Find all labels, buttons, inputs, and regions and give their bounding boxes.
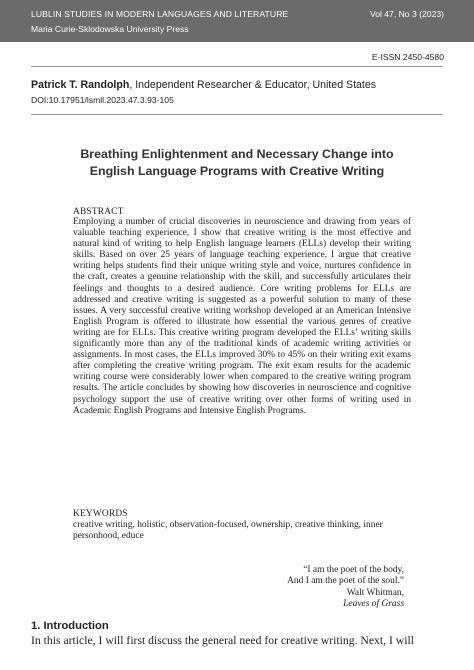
- eissn-label: E-ISSN 2450-4580: [371, 52, 444, 62]
- epigraph-source: Leaves of Grass: [343, 599, 404, 610]
- journal-title: LUBLIN STUDIES IN MODERN LANGUAGES AND LITERATURE: [31, 9, 289, 19]
- volume-issue: Vol 47, No 3 (2023): [369, 9, 444, 19]
- epigraph: [287, 565, 404, 611]
- epigraph-author: Walt Whitman,: [346, 587, 404, 598]
- section-heading: 1. Introduction: [31, 620, 109, 632]
- title-line-1: Breathing Enlightenment and Necessary Change into: [80, 147, 394, 161]
- author-line: [31, 79, 376, 91]
- abstract-text: Employing a number of crucial discoveries in neuroscience and drawing from years of valuable teaching experience, I show that creative writing is the most effective and natural kind of writing to help English language learners (ELLs) develop their writing skills. Based on over 25 years of language teaching experience, I argue that creative writing helps students find their unique writing style and voice, nurtures confidence in the craft, creates a genuine relationship with the skill, and successfully articulates their feelings and thoughts to a desired audience. Core writing problems for ELLs are addressed and creative writing is suggested as a powerful solution to many of these issues. A very successful creative writing workshop developed at an American Intensive English Program is offered to illustrate how essential the various genres of creative writing are for ELLs. This creative writing program developed the ELLs’ writing skills significantly more than any of the traditional kinds of academic writing activities or assignments. In most cases, the ELLs improved 30% to 45% on their writing exit exams after completing the creative writing program. The exit exam results for the academic writing course were considerably lower when compared to the creative writing program results. The article concludes by showing how discoveries in neuroscience and cognitive psychology support the use of creative writing over other forms of writing used in Academic English Programs and Intensive English Programs.: [73, 217, 411, 416]
- title-line-2: English Language Programs with Creative Writing: [89, 164, 385, 178]
- author-affiliation: , Independent Researcher & Educator, United States: [129, 79, 377, 91]
- article-title: [31, 146, 443, 180]
- epigraph-line-2: And I am the poet of the soul.”: [287, 576, 404, 587]
- section-text: In this article, I will first discuss the general need for creative writing. Next, I will: [31, 634, 414, 647]
- keywords-heading: KEYWORDS: [73, 509, 128, 519]
- keywords-text: creative writing, holistic, observation-focused, ownership, creative thinking, inner personhood, educe: [73, 520, 383, 542]
- epigraph-line-1: “I am the poet of the body,: [303, 565, 404, 575]
- header-divider: [31, 66, 443, 67]
- doi-link[interactable]: DOI:10.17951/lsmll.2023.47.3.93-105: [31, 95, 174, 105]
- author-divider: [31, 114, 443, 115]
- author-name: Patrick T. Randolph: [31, 79, 130, 91]
- abstract-heading: ABSTRACT: [73, 207, 124, 217]
- journal-header: [0, 0, 474, 42]
- publisher-name: Maria Curie-Sklodowska University Press: [31, 24, 189, 34]
